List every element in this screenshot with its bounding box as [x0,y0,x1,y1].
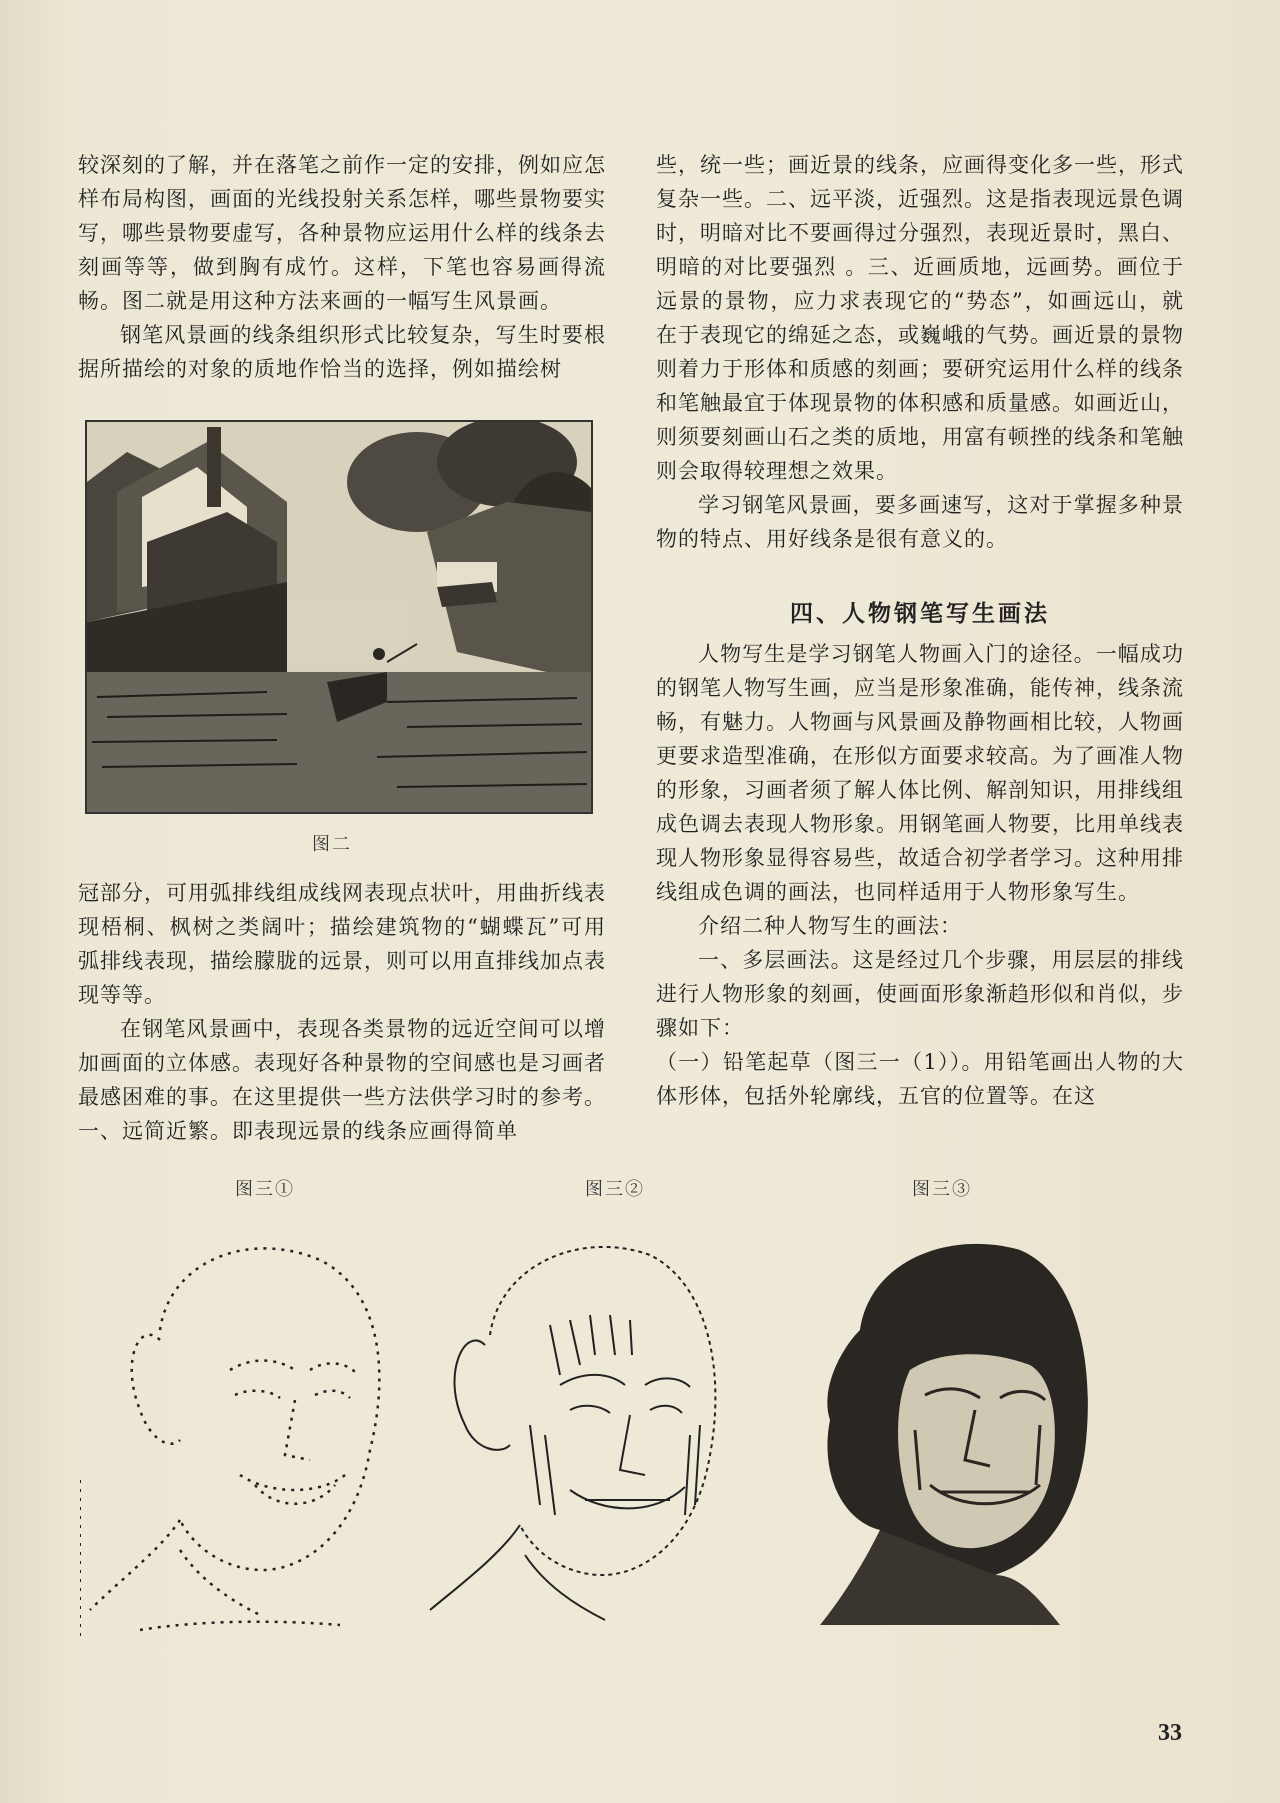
sketch-caption-1: 图三① [235,1179,295,1200]
paragraph: 些，统一些；画近景的线条，应画得变化多一些，形式复杂一些。二、远平淡，近强烈。这是指表现远景色调时，明暗对比不要画得过分强烈，表现近景时，黑白、明暗的对比要强烈 。三、近画质地，远画势。画位于远景的景物，应力求表现它的“势态”，如画远山，就在于表现它的绵延之态，或巍峨的气势。画近景的景物则着力于形体和质感的刻画；要研究运用什么样的线条和笔触最宜于体现景物的体积感和质量感。如画近山，则须要刻画山石之类的质地，用富有顿挫的线条和笔触则会取得较理想之效果。 [656,153,1184,483]
paragraph: 较深刻的了解，并在落笔之前作一定的安排，例如应怎样布局构图，画面的光线投射关系怎样，哪些景物要实写，哪些景物要虚写，各种景物应运用什么样的线条去刻画等等，做到胸有成竹。这样，下笔也容易画得流畅。图二就是用这种方法来画的一幅写生风景画。 [78,153,606,313]
left-column-lower [78,876,606,1148]
paragraph: 人物写生是学习钢笔人物画入门的途径。一幅成功的钢笔人物写生画，应当是形象准确，能传神，线条流畅，有魅力。人物画与风景画及静物画相比较，人物画更要求造型准确，在形似方面要求较高。为了画准人物的形象，习画者须了解人体比例、解剖知识，用排线组成色调去表现人物形象。用钢笔画人物要，比用单线表现人物形象显得容易些，故适合初学者学习。这种用排线组成色调的画法，也同样适用于人物形象写生。 [656,642,1184,904]
paragraph: 学习钢笔风景画，要多画速写，这对于掌握多种景物的特点、用好线条是很有意义的。 [656,493,1184,551]
paragraph: 介绍二种人物写生的画法： [698,914,962,938]
paragraph: 冠部分，可用弧排线组成线网表现点状叶，用曲折线表现梧桐、枫树之类阔叶；描绘建筑物的“蝴蝶瓦”可用弧排线表现，描绘朦胧的远景，则可以用直排线加点表现等等。 [78,881,606,1007]
paragraph: 一、多层画法。这是经过几个步骤，用层层的排线进行人物形象的刻画，使画面形象渐趋形似和肖似，步骤如下： [656,948,1184,1040]
figure-caption: 图二 [312,834,352,855]
paragraph: 钢笔风景画的线条组织形式比较复杂，写生时要根据所描绘的对象的质地作恰当的选择，例如描绘树 [78,323,606,381]
section-heading: 四、人物钢笔写生画法 [790,601,1050,627]
sketch-caption-3: 图三③ [912,1179,972,1200]
right-column [656,148,1184,556]
sketch-caption-2: 图三② [585,1179,645,1200]
landscape-illustration [85,420,593,814]
portrait-sketch-step3 [800,1230,1100,1640]
paragraph: 在钢笔风景画中，表现各类景物的远近空间可以增加画面的立体感。表现好各种景物的空间感也是习画者最感困难的事。在这里提供一些方法供学习时的参考。一、远简近繁。即表现远景的线条应画得简单 [78,1017,606,1143]
left-column [78,148,606,386]
portrait-sketch-step1 [80,1220,410,1640]
page-number: 33 [1158,1720,1182,1746]
paragraph: （一）铅笔起草（图三一（1））。用铅笔画出人物的大体形体，包括外轮廓线，五官的位置等。在这 [656,1050,1184,1108]
portrait-sketch-step2 [410,1225,740,1645]
right-column-lower [656,637,1184,1113]
canal-town-sketch [87,422,591,812]
